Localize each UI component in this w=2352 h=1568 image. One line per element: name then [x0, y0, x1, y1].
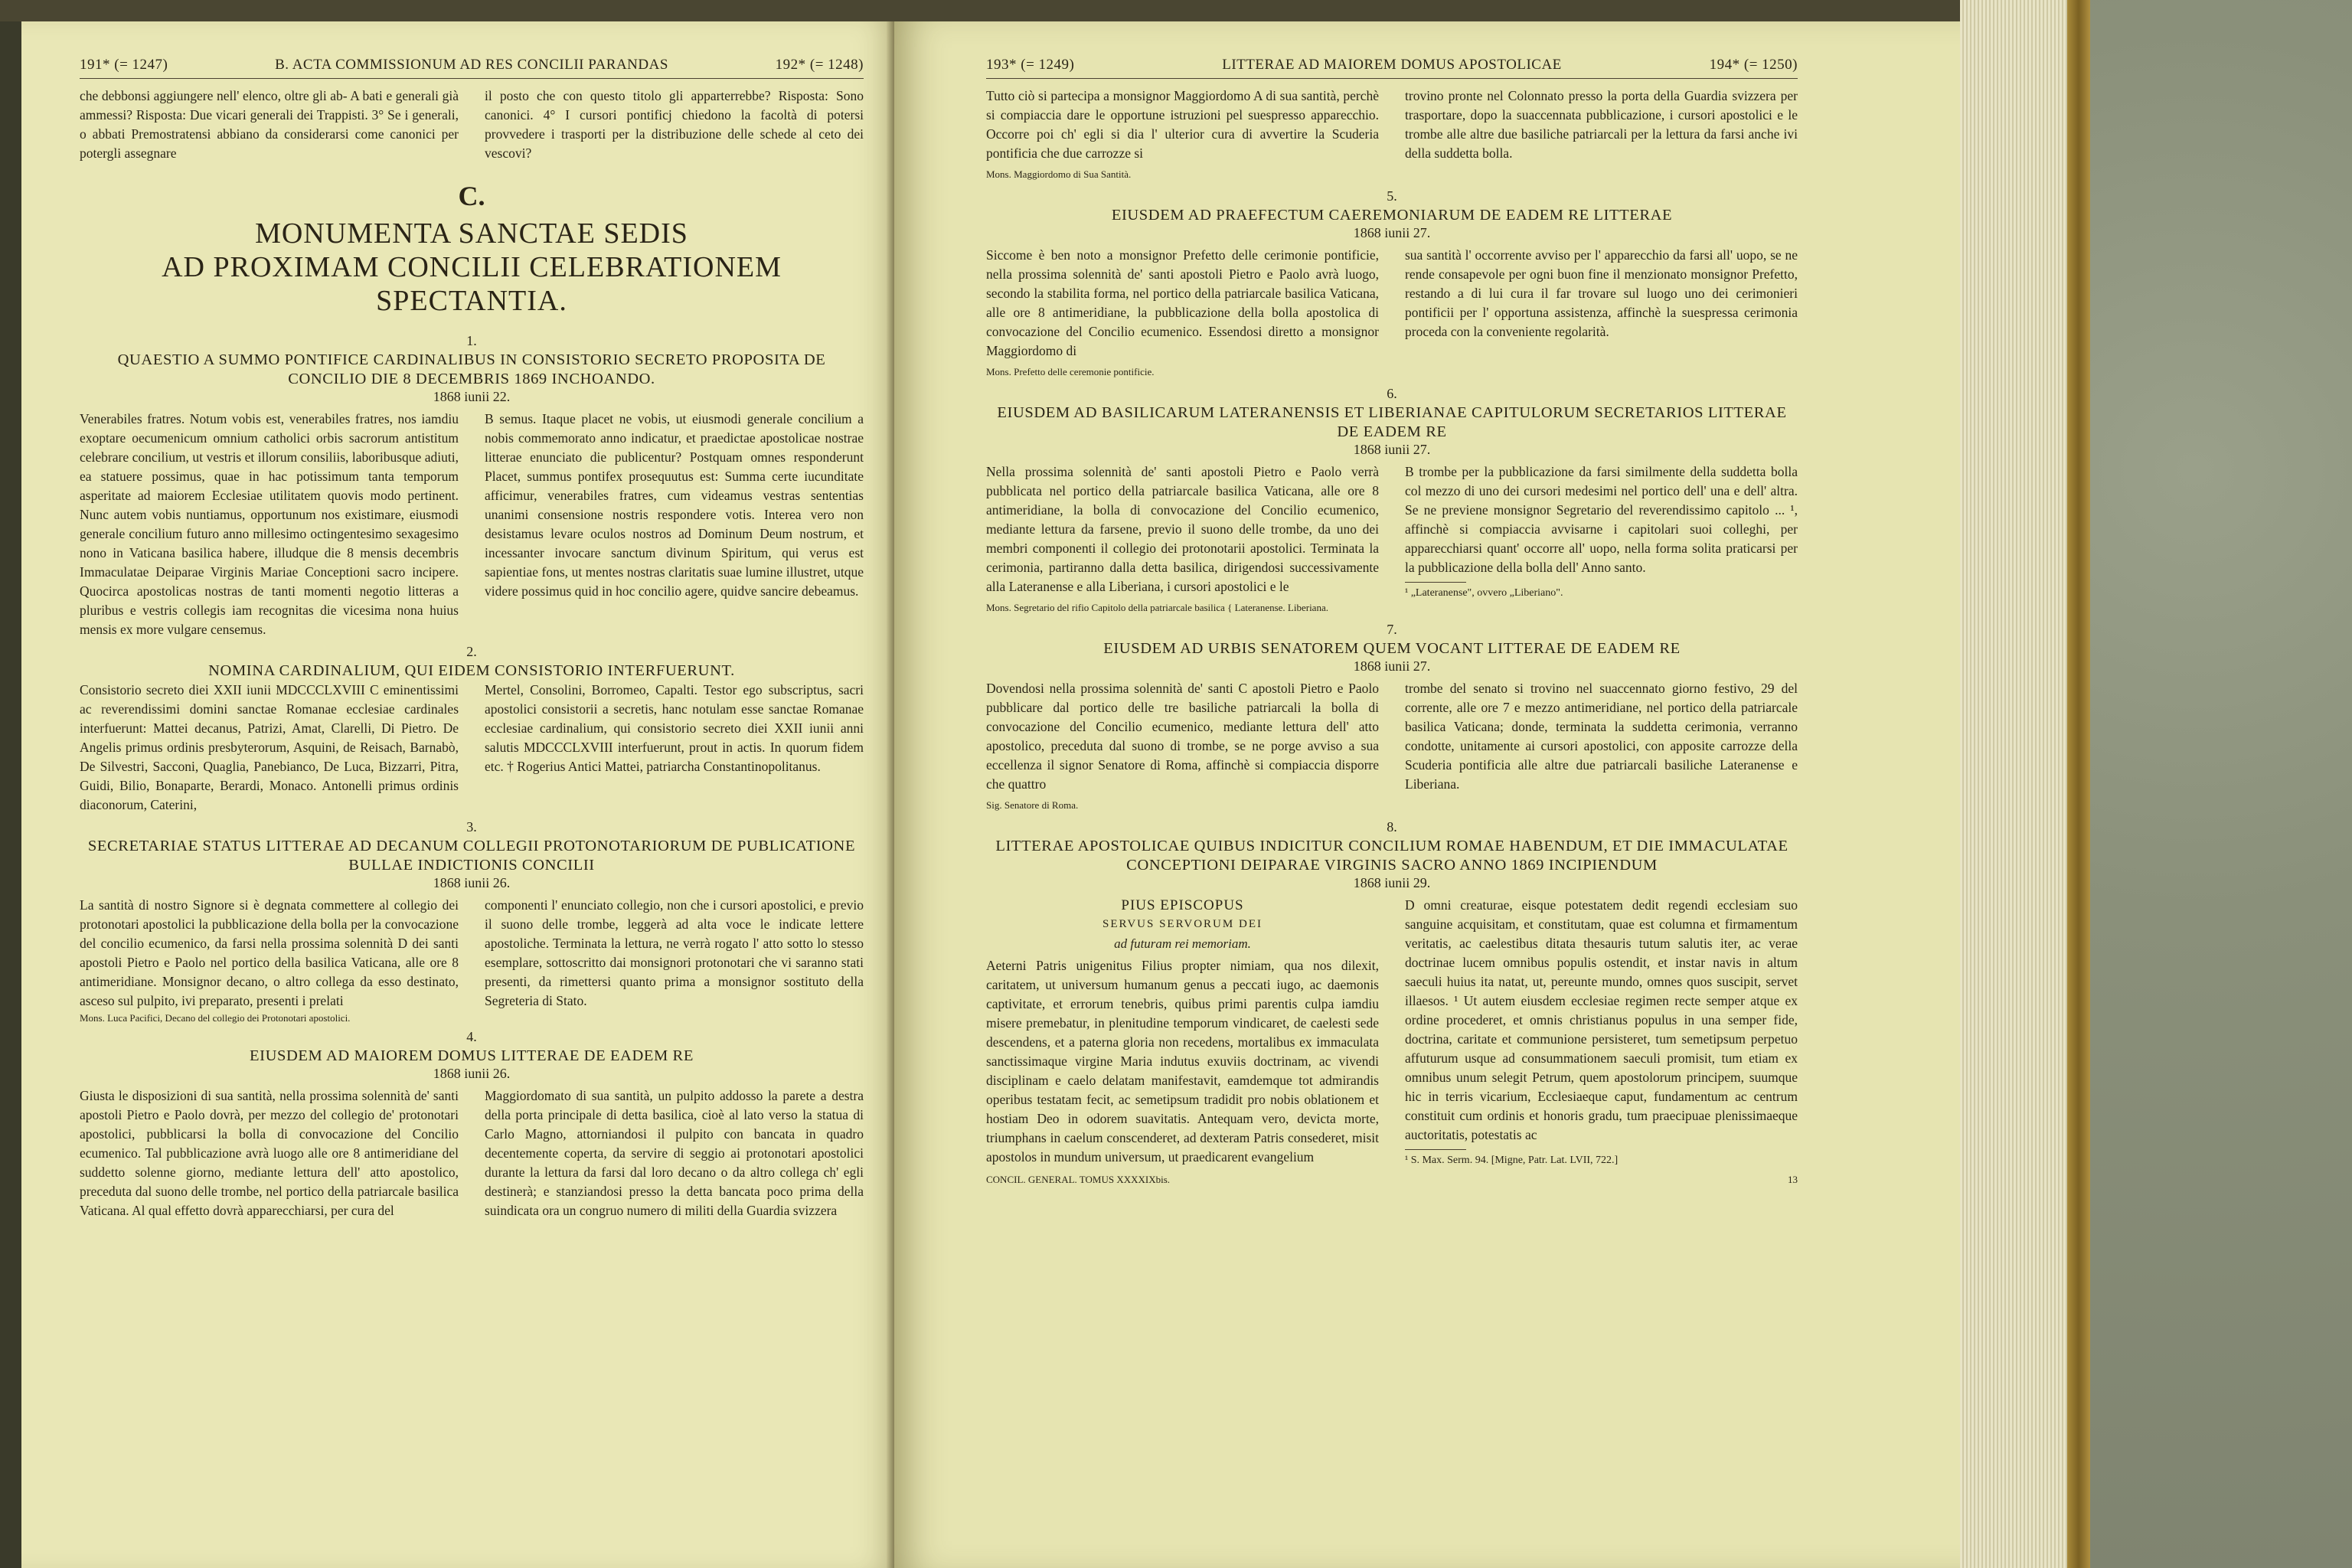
section-title: EIUSDEM AD MAIOREM DOMUS LITTERAE DE EADEM RE	[250, 1047, 694, 1064]
column-left: La santità di nostro Signore si è degnata commettere al collegio dei protonotari apostolici la pubblicazione della bolla per la convocazione del concilio ecumenico, da farsi nella prossima solennità D dei santi apostoli Pietro e Paolo nel portico della basilica Vaticana, alle ore 8 antimeridiane. Monsignor decano, o altro collega da esso destinato, asceso sul pulpito, ivi preparato, presenti i prelati	[80, 897, 459, 1008]
part-title: MONUMENTA SANCTAE SEDIS AD PROXIMAM CONCILII CELEBRATIONEM SPECTANTIA.	[162, 217, 782, 317]
column-right: sua santità l' occorrente avviso per l' apparecchio da farsi all' uopo, se ne rende consapevole per ogni buon fine il menzionato monsignor Prefetto, restando a di lui cura il far trovare sul luogo uno dei cerimonieri pontificii per l' opportuna assistenza, affinchè la suespressa cerimonia proceda con la conveniente regolarità.	[1405, 247, 1798, 339]
section-title: SECRETARIAE STATUS LITTERAE AD DECANUM COLLEGII PROTONOTARIORUM DE PUBLICATIONE BULLAE INDICTIONIS CONCILII	[87, 838, 856, 874]
sheet-number: 13	[1788, 1174, 1798, 1185]
running-header	[80, 57, 864, 79]
section-date: 1868 iunii 26.	[433, 1066, 511, 1081]
papal-subheading: SERVUS SERVORUM DEI	[1102, 918, 1263, 930]
column-left: Consistorio secreto diei XXII iunii MDCCCLXVIII C eminentissimi ac reverendissimi domini sanctae Romanae ecclesiae cardinales interfuerunt: Mattei decanus, Patrizi, Amat, Clarelli, Di Pietro. De Angelis primus ordinis presbyterorum, Asquini, de Reisach, Barnabò, De Silvestri, Sacconi, Quaglia, Panebianco, De Luca, Bizzarri, Pitra, Guidi, Bilio, Bonaparte, Berardi, Monaco. Antonelli primus ordinis diaconorum, Caterini,	[80, 682, 459, 812]
signature-mark: CONCIL. GENERAL. TOMUS XXXXIXbis.	[986, 1174, 1171, 1185]
running-header	[986, 57, 1798, 79]
section-number: 3.	[466, 819, 477, 835]
column-right: trombe del senato si trovino nel suaccennato giorno festivo, 29 del corrente, alle ore 7 e mezzo antimeridiane, nel portico della patriarcale basilica Vaticana; donde, terminata la suddetta cerimonia, verranno condotte, unitamente ai cursori apostolici, con apposite carrozze della Scuderia pontificia alle altre due patriarcali basiliche Lateranense e Liberiana.	[1405, 681, 1798, 792]
text-columns	[986, 462, 1798, 617]
column-left: Dovendosi nella prossima solennità de' santi C apostoli Pietro e Paolo pubblicare dal portico delle tre basiliche patriarcali la bolla di convocazione del Concilio ecumenico, mediante lettura dell' atto apostolico, preceduta dal suono di trombe, se ne porge avviso a sua eccellenza il signor Senatore di Roma, affinchè si compiaccia disporre che quattro Sig. Senatore di Roma.	[986, 679, 1379, 815]
text-columns	[986, 896, 1798, 1168]
column-right: B semus. Itaque placet ne vobis, ut eiusmodi generale concilium a nobis commemorato anno indicatur, et praedictae apostolicae nostrae litterae enunciato die publicentur? Postquam omnes responderunt Placet, summus pontifex prosequutus est: Summa certe iucunditate afficimur, venerabiles fratres, cum videamus vestras sententias unanimi consensione nostris respondere votis. Interea vero non desistamus levare oculos nostros ad Dominum Deum nostrum, et incessanter invocare sanctum divinum Spiritum, qui verus est sapientiae fons, ut mentes nostras claritatis suae lumine illustret, utque videre possimus quid in hoc concilio agere, quidve sancire debeamus.	[485, 411, 864, 599]
section-title: LITTERAE APOSTOLICAE QUIBUS INDICITUR CONCILIUM ROMAE HABENDUM, ET DIE IMMACULATAE CONCEPTIONI DEIPARAE VIRGINIS SACRO ANNO 1869 INCIPIENDUM	[995, 838, 1788, 874]
column-left: Tutto ciò si partecipa a monsignor Maggiordomo A di sua santità, perchè si compiaccia dare le opportune istruzioni pel suespresso apparecchio. Occorre poi ch' egli si dia l' ulterior cura di avvertire la Scuderia pontificia che due carrozze si Mons. Maggiordomo di Sua Santità.	[986, 87, 1379, 184]
text-columns	[986, 679, 1798, 815]
text-columns	[80, 681, 864, 815]
formula: ad futuram rei memoriam.	[1114, 936, 1251, 951]
signature-line: Sig. Senatore di Roma.	[986, 799, 1079, 811]
running-title: B. ACTA COMMISSIONUM AD RES CONCILII PARANDAS	[275, 57, 668, 73]
section-title: EIUSDEM AD BASILICARUM LATERANENSIS ET LIBERIANAE CAPITULORUM SECRETARIOS LITTERAE DE EADEM RE	[997, 404, 1787, 440]
text-columns	[80, 87, 864, 163]
footnote: ¹ „Lateranense", ovvero „Liberiano".	[1405, 587, 1563, 599]
signature-line: Mons. Segretario del rifio Capitolo della patriarcale basilica { Lateranense. Liberiana.	[986, 602, 1328, 613]
column-left: PIUS EPISCOPUS SERVUS SERVORUM DEI ad futuram rei memoriam. Aeterni Patris unigenitus Filius propter nimiam, qua nos dilexit, caritatem, ut universum humanum genus a peccati iugo, ac daemonis captivitate, et errorum tenebris, quibus primi parentis culpa iamdiu misere premebatur, in plenitudine temporum vindicaret, de caelesti sede descendens, et a paterna gloria non recedens, mortalibus ex immaculata sanctissimaque virgine Maria indutus exuviis doctrinam, ac vivendi disciplinam e caelo delatam manifestavit, eamdemque tot admirandis operibus testatam fecit, ac semetipsum tradidit pro nobis oblationem et hostiam Deo in odorem suavitatis. Antequam vero, devicta morte, triumphans in caelum conscenderet, ad dexteram Patris consederet, misit apostolos in mundum universum, ut praedicarent evangelium	[986, 897, 1379, 1165]
signature-line: Mons. Luca Pacifici, Decano del collegio dei Protonotari apostolici.	[80, 1012, 351, 1024]
book-binding	[2067, 0, 2090, 1568]
section-date: 1868 iunii 27.	[1353, 442, 1431, 457]
page-number: 192* (= 1248)	[775, 57, 864, 73]
section-date: 1868 iunii 22.	[433, 389, 511, 404]
page-number: 191* (= 1247)	[80, 57, 168, 73]
left-page	[21, 21, 894, 1568]
section-number: 4.	[466, 1029, 477, 1044]
column-right: il posto che con questo titolo gli apparterrebbe? Risposta: Sono canonici. 4° I cursori pontificj chiedono la facoltà di potersi provvedere i trasporti per la distribuzione delle schede al ceto dei vescovi?	[485, 88, 864, 161]
page-footer	[986, 1174, 1798, 1186]
part-letter: C.	[458, 181, 485, 211]
section-number: 1.	[466, 333, 477, 348]
column-right: trovino pronte nel Colonnato presso la porta della Guardia svizzera per trasportare, dopo la suaccennata pubblicazione, i cursori apostolici e le trombe alle altre due basiliche patriarcali per la lettura da farsi anche ivi della suddetta bolla.	[1405, 88, 1798, 161]
footnote-divider	[1405, 1149, 1466, 1150]
section-number: 6.	[1387, 386, 1397, 401]
top-shadow	[0, 0, 2090, 21]
text-columns	[986, 246, 1798, 381]
text-columns	[986, 87, 1798, 184]
running-title: LITTERAE AD MAIOREM DOMUS APOSTOLICAE	[1222, 57, 1562, 73]
section-date: 1868 iunii 27.	[1353, 225, 1431, 240]
section-title: EIUSDEM AD PRAEFECTUM CAEREMONIARUM DE EADEM RE LITTERAE	[1111, 207, 1673, 224]
column-left: Venerabiles fratres. Notum vobis est, venerabiles fratres, nos iamdiu exoptare oecumenicum omnium catholici orbis sacrorum antistitum celebrare concilium, ut vestris et illorum consiliis, laboribusque adiuti, ea statuere possimus, quae in hac potissimum tanta temporum asperitate ad maiorem Ecclesiae utilitatem quovis modo pertinent. Nunc autem vobis nuntiamus, opportunum nos existimare, eiusmodi generale concilium futuro anno millesimo octingentesimo sexagesimo nono in Vaticana basilica habere, illudque die 8 mensis decembris Immaculatae Deiparae Virginis Mariae Conceptioni sacro incipere. Quocirca apostolicas nostras de tanti momenti negotio litteras a pluribus e vestris collegis iam recognitas die vicesima nona huius mensis ex more vulgare censemus.	[80, 411, 459, 637]
right-page	[894, 21, 2089, 1568]
signature-line: Mons. Prefetto delle ceremonie pontificie.	[986, 366, 1155, 377]
text-columns	[80, 896, 864, 1011]
text-columns	[80, 410, 864, 639]
column-right: Mertel, Consolini, Borromeo, Capalti. Testor ego subscriptus, sacri apostolici consistorii a secretis, hanc notulam esse sanctae Romanae ecclesiae cardinalium, qui consistorio secreto diei XXII iunii anni salutis MDCCCLXVIII interfuerunt, prout in actis. In quorum fidem etc. † Rogerius Antici Mattei, patriarcha Constantinopolitanus.	[485, 682, 864, 774]
section-title: NOMINA CARDINALIUM, QUI EIDEM CONSISTORIO INTERFUERUNT.	[208, 662, 735, 679]
table-surface	[2090, 0, 2352, 1568]
signature-line: Mons. Maggiordomo di Sua Santità.	[986, 168, 1132, 180]
section-date: 1868 iunii 29.	[1353, 875, 1431, 890]
column-left: Giusta le disposizioni di sua santità, nella prossima solennità de' santi apostoli Pietro e Paolo dovrà, per mezzo del collegio de' protonotari apostolici, pubblicarsi la bolla di convocazione del Concilio ecumenico. Tal pubblicazione avrà luogo alle ore 8 antimeridiane del suddetto solenne giorno, mediante lettura dell' atto apostolico, preceduta dal suono delle trombe, nel portico della patriarcale basilica Vaticana. Al qual effetto dovrà apparecchiarsi, per cura del	[80, 1088, 459, 1218]
section-date: 1868 iunii 26.	[433, 875, 511, 890]
footnote: ¹ S. Max. Serm. 94. [Migne, Patr. Lat. LVII, 722.]	[1405, 1155, 1619, 1166]
column-left: Nella prossima solennità de' santi apostoli Pietro e Paolo verrà pubblicata nel portico della patriarcale basilica Vaticana, alle ore 8 antimeridiane, la bolla di convocazione del Concilio ecumenico, mediante lettura da farsene, previo il suono delle trombe, da uno dei membri componenti il collegio dei protonotarii apostolici. Terminata la cerimonia, partiranno dalla detta basilica, dirigendosi successivamente alla Lateranense e alla Liberiana, i cursori apostolici e le Mons. Segretario del rifio Capitolo della patriarcale basilica { Lateranense. Liberiana.	[986, 462, 1379, 617]
section-number: 2.	[466, 644, 477, 659]
column-right: B trombe per la pubblicazione da farsi similmente della suddetta bolla col mezzo di uno dei cursori medesimi nel portico dell' una e dell' altra. Se ne previene monsignor Segretario del reverendissimo capitolo ... ¹, affinchè si compiaccia avvisarne i capitolari suoi colleghi, per apparecchiarsi quant' occorre all' uopo, nella forma solita praticarsi per la pubblicazione della bolla dell' Anno santo. ¹ „Lateranense", ovvero „Liberiano".	[1405, 464, 1798, 599]
section-number: 5.	[1387, 188, 1397, 204]
section-date: 1868 iunii 27.	[1353, 658, 1431, 674]
page-number: 194* (= 1250)	[1709, 57, 1798, 73]
column-left: che debbonsi aggiungere nell' elenco, oltre gli ab- A bati e generali già ammessi? Risposta: Due vicari generali dei Trappisti. 3° Se i generali, o abbati Premostratensi abbiano da considerarsi come canonici per potergli assegnare	[80, 88, 459, 161]
footnote-divider	[1405, 582, 1466, 583]
section-number: 7.	[1387, 622, 1397, 637]
column-right: D omni creaturae, eisque potestatem dedit regendi ecclesiam suo sanguine acquisitam, et constitutam, quae est columna et firmamentum veritatis, ac caelestibus ditata thesauris tutum salutis iter, ac verae doctrinae lucem omnibus populis ostendit, et instar navis in altum saeculi huius ita natat, ut, pereunte mundo, omnes quos suscipit, servet illaesos. ¹ Ut autem eiusdem ecclesiae regimen recte semper atque ex ordine procederet, et omnis christianus populus in una semper fide, doctrina, caritate et communione persisteret, tum semetipsum perpetuo affuturum usque ad consummationem saeculi promisit, tum etiam ex omnibus unum selegit Petrum, quem apostolorum principem, suumque hic in terris vicarium, Ecclesiaeque caput, fundamentum ac centrum constituit cum ordinis et honoris gradu, tum praecipuae plenissimaeque auctoritatis, potestatis ac ¹ S. Max. Serm. 94. [Migne, Patr. Lat. LVII, 722.]	[1405, 897, 1798, 1166]
column-right: Maggiordomato di sua santità, un pulpito addosso la parete a destra della porta principale di detta basilica, cioè al lato verso la statua di Carlo Magno, attorniandosi il pulpito con bancata in quadro decentemente coperta, da servire di seggio ai protonotari apostolici durante la lettura da farsi dal loro decano o da altro collega ch' egli destinerà; e stanziandosi presso la detta bancata poco prima della suindicata ora un congruo numero di militi della Guardia svizzera	[485, 1088, 864, 1218]
column-right: componenti l' enunciato collegio, non che i cursori apostolici, e previo il suono delle trombe, leggerà ad alta voce le indicate lettere apostoliche. Terminata la lettura, ne verrà rogato l' atto sotto lo stesso esemplare, sottoscritto dai monsignori protonotari che vi saranno stati presenti, da rimettersi quanto prima a monsignor sostituto della Segreteria di Stato.	[485, 897, 864, 1008]
page-number: 193* (= 1249)	[986, 57, 1075, 73]
papal-heading: PIUS EPISCOPUS	[1121, 897, 1244, 913]
text-columns	[80, 1086, 864, 1220]
column-left: Siccome è ben noto a monsignor Prefetto delle cerimonie pontificie, nella prossima solennità de' santi apostoli Pietro e Paolo avrà luogo, secondo la stabilita forma, nel portico della patriarcale basilica Vaticana, alle ore 8 antimeridiane, la pubblicazione della bolla apostolica di convocazione del Concilio ecumenico. Essendosi diretto a monsignor Maggiordomo di Mons. Prefetto delle ceremonie pontificie.	[986, 246, 1379, 381]
section-number: 8.	[1387, 819, 1397, 835]
section-title: QUAESTIO A SUMMO PONTIFICE CARDINALIBUS IN CONSISTORIO SECRETO PROPOSITA DE CONCILIO DIE 8 DECEMBRIS 1869 INCHOANDO.	[117, 351, 826, 387]
section-title: EIUSDEM AD URBIS SENATOREM QUEM VOCANT LITTERAE DE EADEM RE	[1103, 640, 1681, 657]
